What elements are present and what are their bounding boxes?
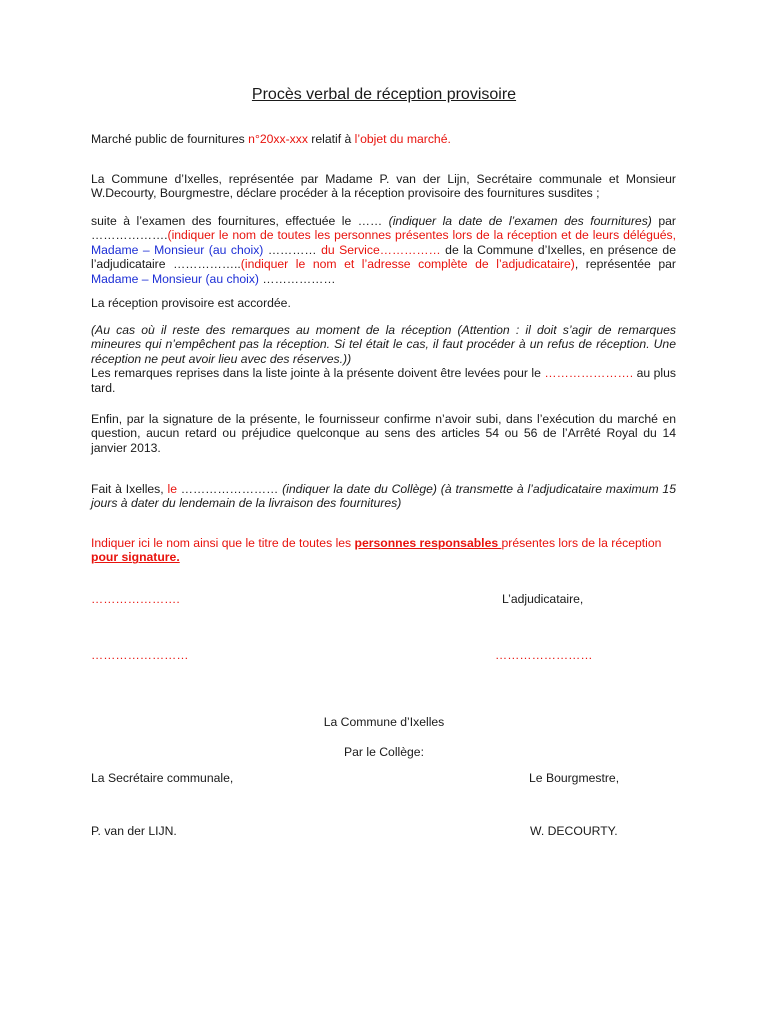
dots-1: ………… xyxy=(263,242,322,257)
secretary-title: La Secrétaire communale, xyxy=(91,771,234,785)
examination-paragraph xyxy=(91,214,676,286)
acceptance-statement: La réception provisoire est accordée. xyxy=(91,296,291,310)
market-object: l’objet du marché. xyxy=(354,132,451,146)
instruction-text: Indiquer ici le nom ainsi que le titre de toutes les xyxy=(91,536,355,550)
gender-choice-2: Madame – Monsieur (au choix) xyxy=(91,271,259,286)
signed-le: le xyxy=(167,482,177,496)
exam-text: suite à l’examen des fournitures, effectuée le …… xyxy=(91,214,389,228)
commune-name: La Commune d’Ixelles xyxy=(323,715,445,729)
remarks-note: (Au cas où il reste des remarques au moment de la réception (Attention : il doit s’agir de remarques mineures qui n’empêchent pas la réception. Si tel était le cas, il faut procéder à un refus de réception. Une réception ne peut avoir lieu avec des réserves.)) xyxy=(91,323,676,366)
college-date-hint: (indiquer la date du Collège) (à transmette à l’adjudicataire maximum 15 jours à dater du lendemain de la livraison des fournitures) xyxy=(91,482,676,511)
contractor-hint: (indiquer le nom et l’adresse complète de l’adjudicataire) xyxy=(240,257,575,272)
commune-declaration: La Commune d’Ixelles, représentée par Madame P. van der Lijn, Secrétaire communale et Monsieur W.Decourty, Bourgmestre, déclare procéder à la réception provisoire des fournitures susdites ; xyxy=(91,172,676,201)
signed-at: Fait à Ixelles, xyxy=(91,482,168,496)
remarks-text: Les remarques reprises dans la liste jointe à la présente doivent être levées pour le xyxy=(91,366,545,381)
persons-hint: (indiquer le nom de toutes les personnes présentes lors de la réception et de leurs délégués, xyxy=(167,228,676,243)
remarks-dots: …………………. xyxy=(544,366,634,381)
signature-line-right-2: …………………… xyxy=(495,648,593,662)
contractor-label: L’adjudicataire, xyxy=(502,592,584,606)
secretary-name: P. van der LIJN. xyxy=(91,824,177,838)
market-number: n°20xx-xxx xyxy=(248,132,308,146)
signed-dots: …………………… xyxy=(176,482,283,496)
instruction-text-2: présentes lors de la réception xyxy=(501,536,662,550)
represented-by: , représentée par xyxy=(574,257,676,272)
supplier-confirmation: Enfin, par la signature de la présente, le fournisseur confirme n’avoir subi, dans l’exécution du marché en question, aucun retard ou préjudice quelconque au sens des articles 54 ou 56 de l’Arrêté Royal du 14 janvier 2013. xyxy=(91,412,676,455)
remarks-paragraph xyxy=(91,323,676,395)
exam-by: par ………………. xyxy=(91,214,676,243)
gender-choice-1: Madame – Monsieur (au choix) xyxy=(91,242,264,257)
signed-at-paragraph xyxy=(91,482,676,511)
market-label: Marché public de fournitures xyxy=(91,132,249,146)
exam-date-hint: (indiquer la date de l’examen des fournitures) xyxy=(388,214,652,228)
mayor-name: W. DECOURTY. xyxy=(530,824,618,838)
market-reference xyxy=(91,132,676,146)
remarks-deadline: au plus tard. xyxy=(91,366,676,395)
market-relative: relatif à xyxy=(307,132,355,146)
service-label: du Service xyxy=(321,242,380,257)
responsible-persons-instruction xyxy=(91,536,676,565)
mayor-title: Le Bourgmestre, xyxy=(529,771,620,785)
signature-line-left-1: …………………. xyxy=(91,592,180,606)
for-signature: pour signature. xyxy=(91,550,180,565)
contractor-text: de la Commune d’Ixelles, en présence de l’adjudicataire …………….. xyxy=(91,242,676,272)
dots-2: …………… xyxy=(379,242,441,257)
college-label: Par le Collège: xyxy=(344,745,424,759)
responsible-persons: personnes responsables xyxy=(354,536,502,550)
signature-line-left-2: …………………… xyxy=(91,648,189,662)
dots-3: ……………… xyxy=(259,271,336,286)
document-title: Procès verbal de réception provisoire xyxy=(251,86,517,103)
